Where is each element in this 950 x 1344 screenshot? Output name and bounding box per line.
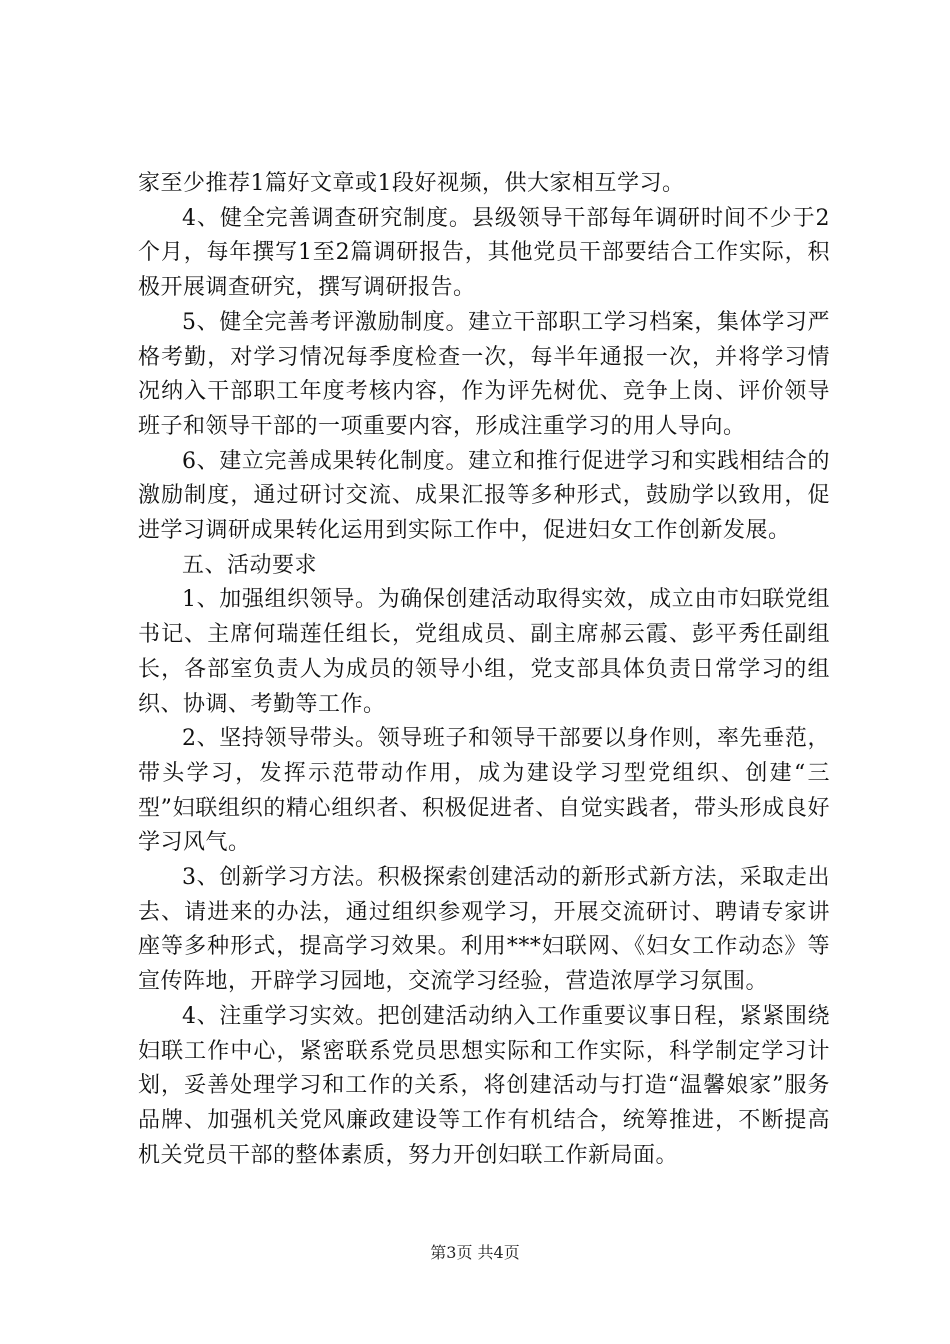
paragraph-research-system: 4、健全完善调查研究制度。县级领导干部每年调研时间不少于2个月，每年撰写1至2篇调研报告，其他党员干部要结合工作实际，积极开展调查研究，撰写调研报告。 [138,205,830,301]
document-body [138,167,830,1173]
page-number-footer: 第3页 共4页 [430,1243,520,1262]
paragraph-evaluation-system: 5、健全完善考评激励制度。建立干部职工学习档案，集体学习严格考勤，对学习情况每季度检查一次，每半年通报一次，并将学习情况纳入干部职工年度考核内容，作为评先树优、竞争上岗、评价领导班子和领导干部的一项重要内容，形成注重学习的用人导向。 [138,309,830,439]
paragraph-organization-leadership: 1、加强组织领导。为确保创建活动取得实效，成立由市妇联党组书记、主席何瑞莲任组长，党组成员、副主席郝云霞、彭平秀任副组长，各部室负责人为成员的领导小组，党支部具体负责日常学习的组织、协调、考勤等工作。 [138,587,830,717]
paragraph-innovative-methods: 3、创新学习方法。积极探索创建活动的新形式新方法，采取走出去、请进来的办法，通过组织参观学习，开展交流研讨、聘请专家讲座等多种形式，提高学习效果。利用***妇联网、《妇女工作动态》等宣传阵地，开辟学习园地，交流学习经验，营造浓厚学习氛围。 [138,865,830,995]
section-heading-activity-requirements: 五、活动要求 [182,552,318,578]
paragraph-learning-effectiveness: 4、注重学习实效。把创建活动纳入工作重要议事日程，紧紧围绕妇联工作中心，紧密联系党员思想实际和工作实际，科学制定学习计划，妥善处理学习和工作的关系，将创建活动与打造“温馨娘家”服务品牌、加强机关党风廉政建设等工作有机结合，统筹推进，不断提高机关党员干部的整体素质，努力开创妇联工作新局面。 [138,1003,830,1168]
paragraph-leaders-take-lead: 2、坚持领导带头。领导班子和领导干部要以身作则，率先垂范，带头学习，发挥示范带动作用，成为建设学习型党组织、创建“三型”妇联组织的精心组织者、积极促进者、自觉实践者，带头形成良好学习风气。 [138,726,830,856]
paragraph-continuation: 家至少推荐1篇好文章或1段好视频，供大家相互学习。 [138,171,685,196]
paragraph-achievement-system: 6、建立完善成果转化制度。建立和推行促进学习和实践相结合的激励制度，通过研讨交流、成果汇报等多种形式，鼓励学以致用，促进学习调研成果转化运用到实际工作中，促进妇女工作创新发展。 [138,448,830,544]
